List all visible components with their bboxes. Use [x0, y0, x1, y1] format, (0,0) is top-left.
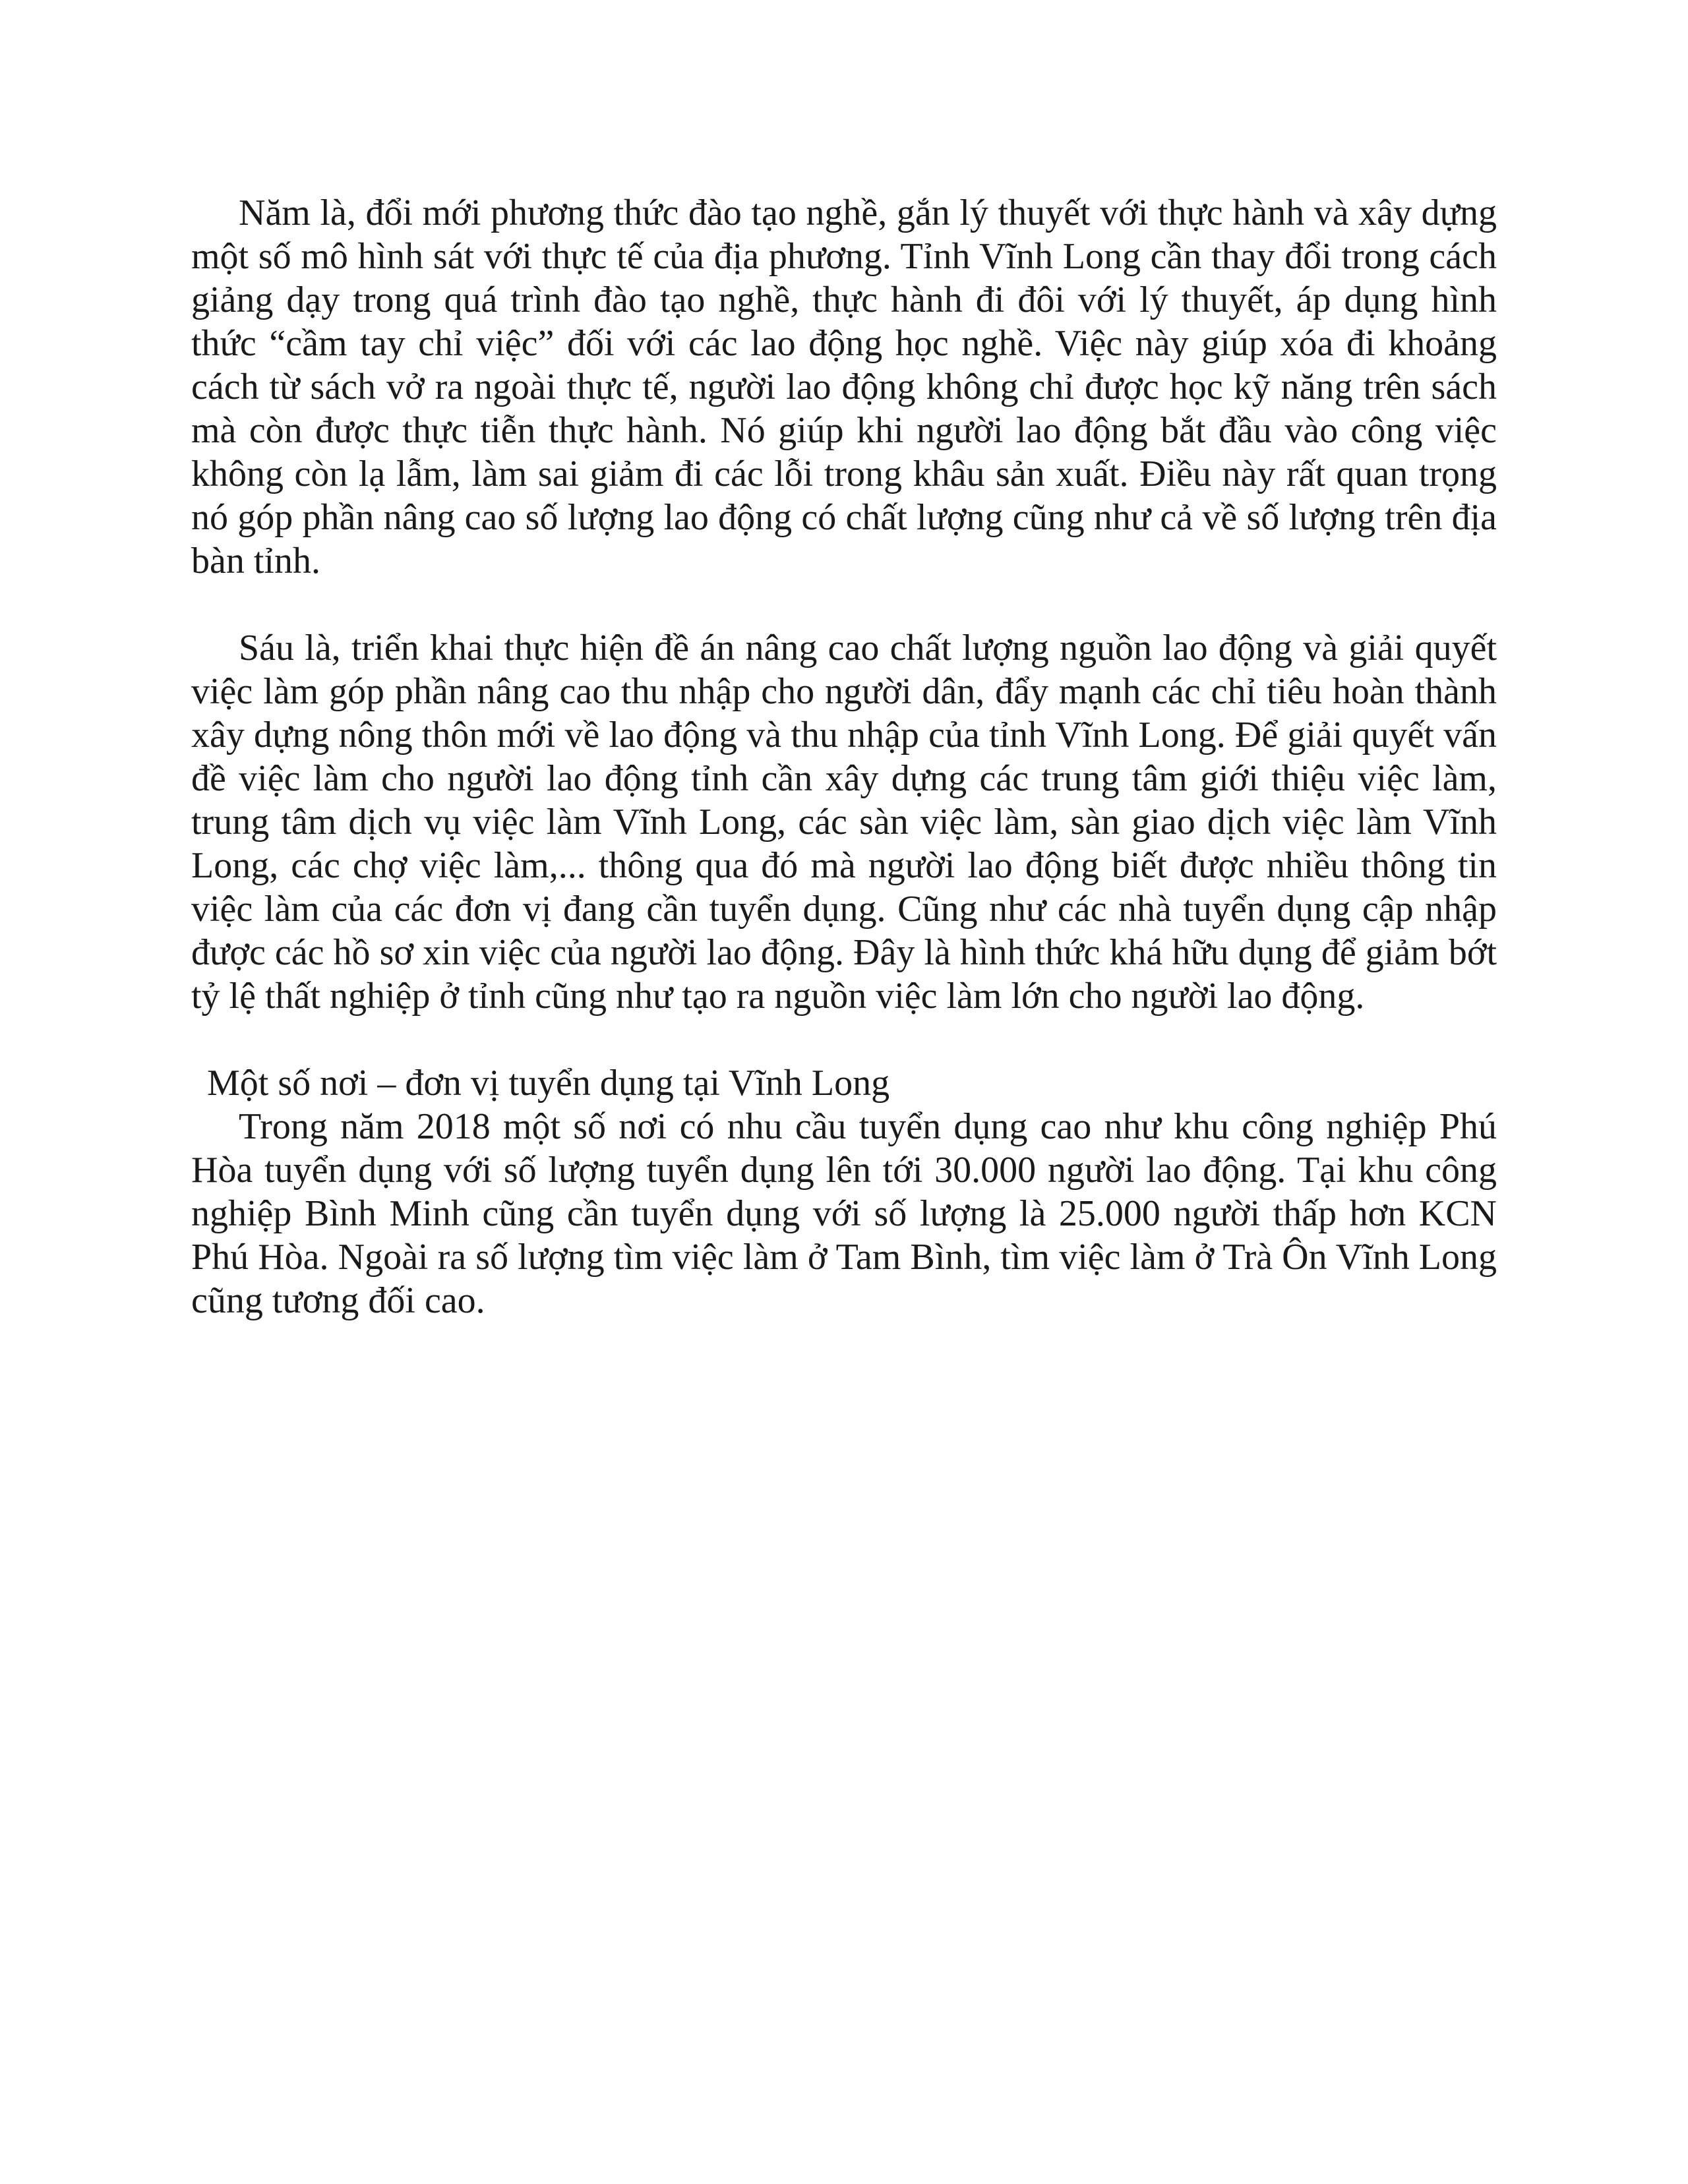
paragraph-nam-la: Năm là, đổi mới phương thức đào tạo nghề, gắn lý thuyết với thực hành và xây dựng một số mô hình sát với thực tế của địa phương. Tỉnh Vĩnh Long cần thay đổi trong cách giảng dạy trong quá trình đào tạo nghề, thực hành đi đôi với lý thuyết, áp dụng hình thức “cầm tay chỉ việc” đối với các lao động học nghề. Việc này giúp xóa đi khoảng cách từ sách vở ra ngoài thực tế, người lao động không chỉ được học kỹ năng trên sách mà còn được thực tiễn thực hành. Nó giúp khi người lao động bắt đầu vào công việc không còn lạ lẫm, làm sai giảm đi các lỗi trong khâu sản xuất. Điều này rất quan trọng nó góp phần nâng cao số lượng lao động có chất lượng cũng như cả về số lượng trên địa bàn tỉnh.: [191, 192, 1497, 581]
paragraph-sau-la: Sáu là, triển khai thực hiện đề án nâng cao chất lượng nguồn lao động và giải quyết việc làm góp phần nâng cao thu nhập cho người dân, đẩy mạnh các chỉ tiêu hoàn thành xây dựng nông thôn mới về lao động và thu nhập của tỉnh Vĩnh Long. Để giải quyết vấn đề việc làm cho người lao động tỉnh cần xây dựng các trung tâm giới thiệu việc làm, trung tâm dịch vụ việc làm Vĩnh Long, các sàn việc làm, sàn giao dịch việc làm Vĩnh Long, các chợ việc làm,... thông qua đó mà người lao động biết được nhiều thông tin việc làm của các đơn vị đang cần tuyển dụng. Cũng như các nhà tuyển dụng cập nhập được các hồ sơ xin việc của người lao động. Đây là hình thức khá hữu dụng để giảm bớt tỷ lệ thất nghiệp ở tỉnh cũng như tạo ra nguồn việc làm lớn cho người lao động.: [191, 628, 1497, 1017]
paragraph-tuyen-dung: Trong năm 2018 một số nơi có nhu cầu tuyển dụng cao như khu công nghiệp Phú Hòa tuyển dụng với số lượng tuyển dụng lên tới 30.000 người lao động. Tại khu công nghiệp Bình Minh cũng cần tuyển dụng với số lượng là 25.000 người thấp hơn KCN Phú Hòa. Ngoài ra số lượng tìm việc làm ở Tam Bình, tìm việc làm ở Trà Ôn Vĩnh Long cũng tương đối cao.: [191, 1106, 1497, 1321]
document-page: [191, 191, 1497, 1322]
section-heading: Một số nơi – đơn vị tuyển dụng tại Vĩnh Long: [207, 1063, 890, 1104]
